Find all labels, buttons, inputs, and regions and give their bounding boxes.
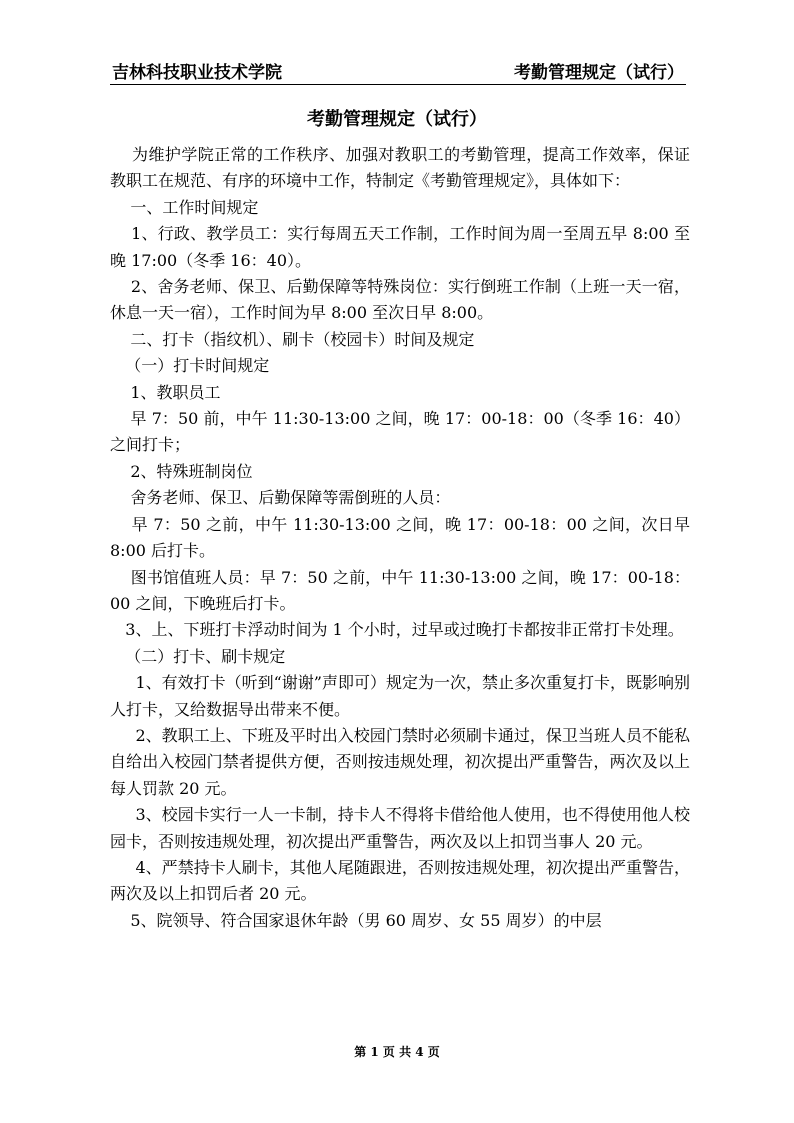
paragraph: 一、工作时间规定 bbox=[110, 197, 259, 217]
paragraph: 早 7：50 前，中午 11:30-13:00 之间，晚 17：00-18：00（冬季 16：40）之间打卡； bbox=[110, 409, 691, 455]
paragraph: 1、有效打卡（听到“谢谢”声即可）规定为一次，禁止多次重复打卡，既影响别人打卡，又给数据导出带来不便。 bbox=[110, 673, 690, 719]
paragraph: 4、严禁持卡人刷卡，其他人尾随跟进，否则按违规处理，初次提出严重警告，两次及以上扣罚后者 20 元。 bbox=[110, 857, 690, 904]
header-institution: 吉林科技职业技术学院 bbox=[112, 63, 282, 83]
page-number: 第 1 页 共 4 页 bbox=[354, 1045, 440, 1059]
paragraph: （一）打卡时间规定 bbox=[110, 356, 270, 376]
paragraph: 2、特殊班制岗位 bbox=[110, 461, 253, 481]
paragraph: 1、教职员工 bbox=[110, 382, 221, 402]
paragraph: 2、教职工上、下班及平时出入校园门禁时必须刷卡通过，保卫当班人员不能私自给出入校园门禁者提供方便，否则按违规处理，初次提出严重警告，两次及以上每人罚款 20 元。 bbox=[110, 725, 690, 798]
paragraph: 3、校园卡实行一人一卡制，持卡人不得将卡借给他人使用，也不得使用他人校园卡，否则按违规处理，初次提出严重警告，两次及以上扣罚当事人 20 元。 bbox=[110, 805, 690, 851]
paragraph: 舍务老师、保卫、后勤保障等需倒班的人员： bbox=[110, 488, 451, 508]
paragraph: 二、打卡（指纹机）、刷卡（校园卡）时间及规定 bbox=[110, 329, 475, 349]
paragraph: 为维护学院正常的工作秩序、加强对教职工的考勤管理，提高工作效率，保证教职工在规范、有序的环境中工作，特制定《考勤管理规定》，具体如下： bbox=[110, 145, 690, 191]
paragraph: 1、行政、教学员工：实行每周五天工作制，工作时间为周一至周五早 8:00 至晚 17:00（冬季 16：40）。 bbox=[110, 224, 690, 270]
paragraph: 图书馆值班人员：早 7：50 之前，中午 11:30-13:00 之间，晚 17：00-18：00 之间，下晚班后打卡。 bbox=[110, 567, 690, 613]
document-body bbox=[110, 142, 696, 934]
paragraph: （二）打卡、刷卡规定 bbox=[110, 646, 286, 666]
document-title: 考勤管理规定（试行） bbox=[307, 109, 487, 130]
paragraph: 早 7：50 之前，中午 11:30-13:00 之间，晚 17：00-18：00 之间，次日早 8:00 后打卡。 bbox=[110, 514, 696, 561]
paragraph: 5、院领导、符合国家退休年龄（男 60 周岁、女 55 周岁）的中层 bbox=[110, 910, 602, 930]
paragraph: 2、舍务老师、保卫、后勤保障等特殊岗位：实行倒班工作制（上班一天一宿，休息一天一宿），工作时间为早 8:00 至次日早 8:00。 bbox=[110, 277, 690, 323]
paragraph: 3、上、下班打卡浮动时间为 1 个小时，过早或过晚打卡都按非正常打卡处理。 bbox=[110, 620, 684, 640]
page-header bbox=[110, 58, 686, 85]
header-doc-title: 考勤管理规定（试行） bbox=[514, 63, 684, 83]
